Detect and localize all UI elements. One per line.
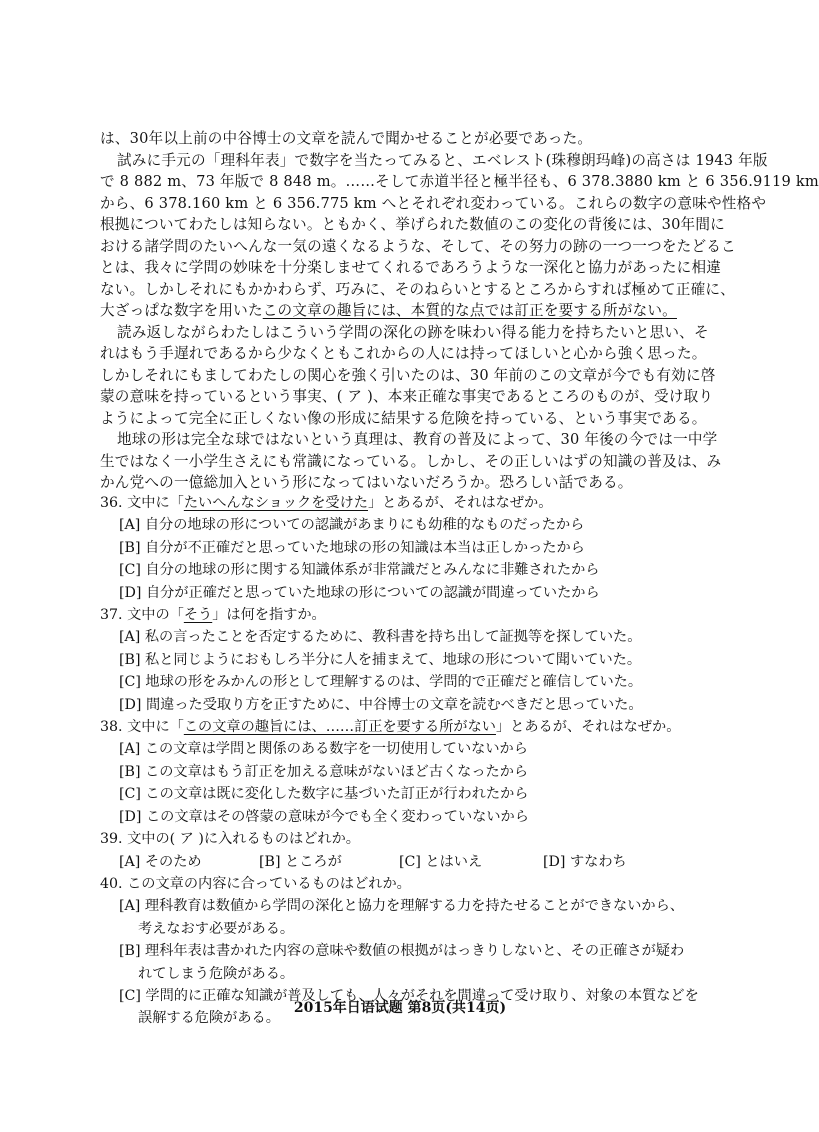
option-38d[interactable]: [D] この文章はその啓蒙の意味が今でも全く変わっていないから xyxy=(119,808,529,825)
passage-line: しかしそれにもましてわたしの関心を強く引いたのは、30 年前のこの文章が今でも有効に啓 xyxy=(100,366,716,384)
passage-line: かん党への一億総加入という形になってはいないだろうか。恐ろしい話である。 xyxy=(100,474,633,491)
option-40a-continued: 考えなおす必要がある。 xyxy=(138,920,295,937)
option-37a[interactable]: [A] 私の言ったことを否定するために、教科書を持ち出して証拠等を探していた。 xyxy=(119,629,642,646)
question-40: 40. この文章の内容に合っているものはどれか。 xyxy=(100,875,411,892)
passage-line: 根拠についてわたしは知らない。ともかく、挙げられた数値のこの変化の背後には、30年間に xyxy=(100,216,725,233)
passage-line: おける諸学問のたいへんな一気の遠くなるような、そして、その努力の跡の一つ一つをたどるこ xyxy=(100,237,736,255)
option-39c[interactable]: [C] とはいえ xyxy=(399,853,483,870)
reading-passage xyxy=(100,128,819,494)
passage-line: は、30年以上前の中谷博士の文章を読んで聞かせることが必要であった。 xyxy=(100,130,593,147)
option-40b-continued: れてしまう危険がある。 xyxy=(138,965,295,982)
question-39: 39. 文中の( ア )に入れるものはどれか。 xyxy=(100,831,360,848)
option-39b[interactable]: [B] ところが xyxy=(259,853,342,870)
question-underlined: たいへんなショックを受けた xyxy=(183,495,368,511)
passage-line: から、6 378.160 km と 6 356.775 km へとそれぞれ変わっている。これらの数字の意味や性格や xyxy=(100,194,767,212)
option-40c[interactable]: [C] 学問的に正確な知識が普及しても、人々がそれを間違って受け取り、対象の本質などを xyxy=(119,987,699,1004)
option-38c[interactable]: [C] この文章は既に変化した数字に基づいた訂正が行われたから xyxy=(119,786,529,803)
question-prefix: 36. 文中に「 xyxy=(100,495,184,511)
option-37d[interactable]: [D] 間違った受取り方を正すために、中谷博士の文章を読むべきだと思っていた。 xyxy=(119,696,643,713)
option-36b[interactable]: [B] 自分が不正確だと思っていた地球の形の知識は本当は正しかったから xyxy=(119,539,585,556)
option-37c[interactable]: [C] 地球の形をみかんの形として理解するのは、学問的で正確だと確信していた。 xyxy=(119,674,643,691)
passage-line-underlined xyxy=(100,300,690,322)
option-40b[interactable]: [B] 理科年表は書かれた内容の意味や数値の根拠がはっきりしないと、その正確さが疑わ xyxy=(119,943,685,960)
question-underlined: そう xyxy=(183,607,213,624)
option-36a[interactable]: [A] 自分の地球の形についての認識があまりにも幼稚的なものだったから xyxy=(119,517,585,534)
passage-line: 蒙の意味を持っているという事実、( ア )、本来正確な事実であるところのものが、受け取り xyxy=(100,388,714,405)
option-38a[interactable]: [A] この文章は学問と関係のある数字を一切使用していないから xyxy=(119,741,528,758)
question-suffix: 」とあるが、それはなぜか。 xyxy=(367,495,553,511)
option-40a[interactable]: [A] 理科教育は数値から学問の深化と協力を理解する力を持たせることができないから、 xyxy=(119,898,684,915)
option-38b[interactable]: [B] この文章はもう訂正を加える意味がないほど古くなったから xyxy=(119,763,529,780)
question-underlined: この文章の趣旨には、……訂正を要する所がない xyxy=(183,719,496,736)
options-39 xyxy=(100,851,700,873)
passage-line: 試みに手元の「理科年表」で数字を当たってみると、エベレスト(珠穆朗玛峰)の高さは 1943 年版 xyxy=(117,151,768,169)
passage-line: れはもう手遅れであるから少なくともこれからの人には持ってほしいと心から強く思った。 xyxy=(100,345,707,362)
passage-line: とは、我々に学問の妙味を十分楽しませてくれるであろうような一深化と協力があったに相違 xyxy=(100,259,722,276)
questions-section xyxy=(100,492,700,1030)
question-37 xyxy=(100,604,700,626)
underlined-phrase: この文章の趣旨には、本質的な点では訂正を要する所がない。 xyxy=(262,302,677,319)
option-36c[interactable]: [C] 自分の地球の形に関する知識体系が非常識だとみんなに非難されたから xyxy=(119,562,600,579)
passage-line: ようによって完全に正しくない像の形成に結果する危険を持っている、という事実である。 xyxy=(100,409,707,427)
question-prefix: 38. 文中に「 xyxy=(100,719,184,736)
option-36d[interactable]: [D] 自分が正確だと思っていた地球の形についての認識が間違っていたから xyxy=(119,584,600,601)
option-39a[interactable]: [A] そのため xyxy=(119,853,202,870)
question-36 xyxy=(100,492,700,514)
question-suffix: 」とあるが、それはなぜか。 xyxy=(495,719,681,736)
question-38 xyxy=(100,716,700,738)
passage-line: で 8 882 m、73 年版で 8 848 m。……そして赤道半径と極半径も、6 378.3880 km と 6 356.9119 km xyxy=(100,173,819,190)
passage-line: 読み返しながらわたしはこういう学問の深化の跡を味わい得る能力を持ちたいと思い、そ xyxy=(117,323,709,341)
option-40c-continued: 誤解する危険がある。 xyxy=(138,1010,280,1027)
option-37b[interactable]: [B] 私と同じようにおもしろ半分に人を捕まえて、地球の形について聞いていた。 xyxy=(119,651,642,668)
question-suffix: 」は何を指すか。 xyxy=(212,607,326,624)
question-prefix: 37. 文中の「 xyxy=(100,607,184,624)
passage-line-prefix: 大ざっぱな数字を用いた xyxy=(100,302,263,319)
option-39d[interactable]: [D] すなわち xyxy=(543,853,627,870)
page-footer: 2015年日语试题 第8页(共14页) xyxy=(293,1000,507,1016)
passage-line: 地球の形は完全な球ではないという真理は、教育の普及によって、30 年後の今では一中学 xyxy=(117,431,718,448)
passage-line: ない。しかしそれにもかかわらず、巧みに、そのねらいとするところからすれば極めて正確に、 xyxy=(100,280,735,298)
passage-line: 生ではなく一小学生さえにも常識になっている。しかし、その正しいはずの知識の普及は、み xyxy=(100,452,722,470)
